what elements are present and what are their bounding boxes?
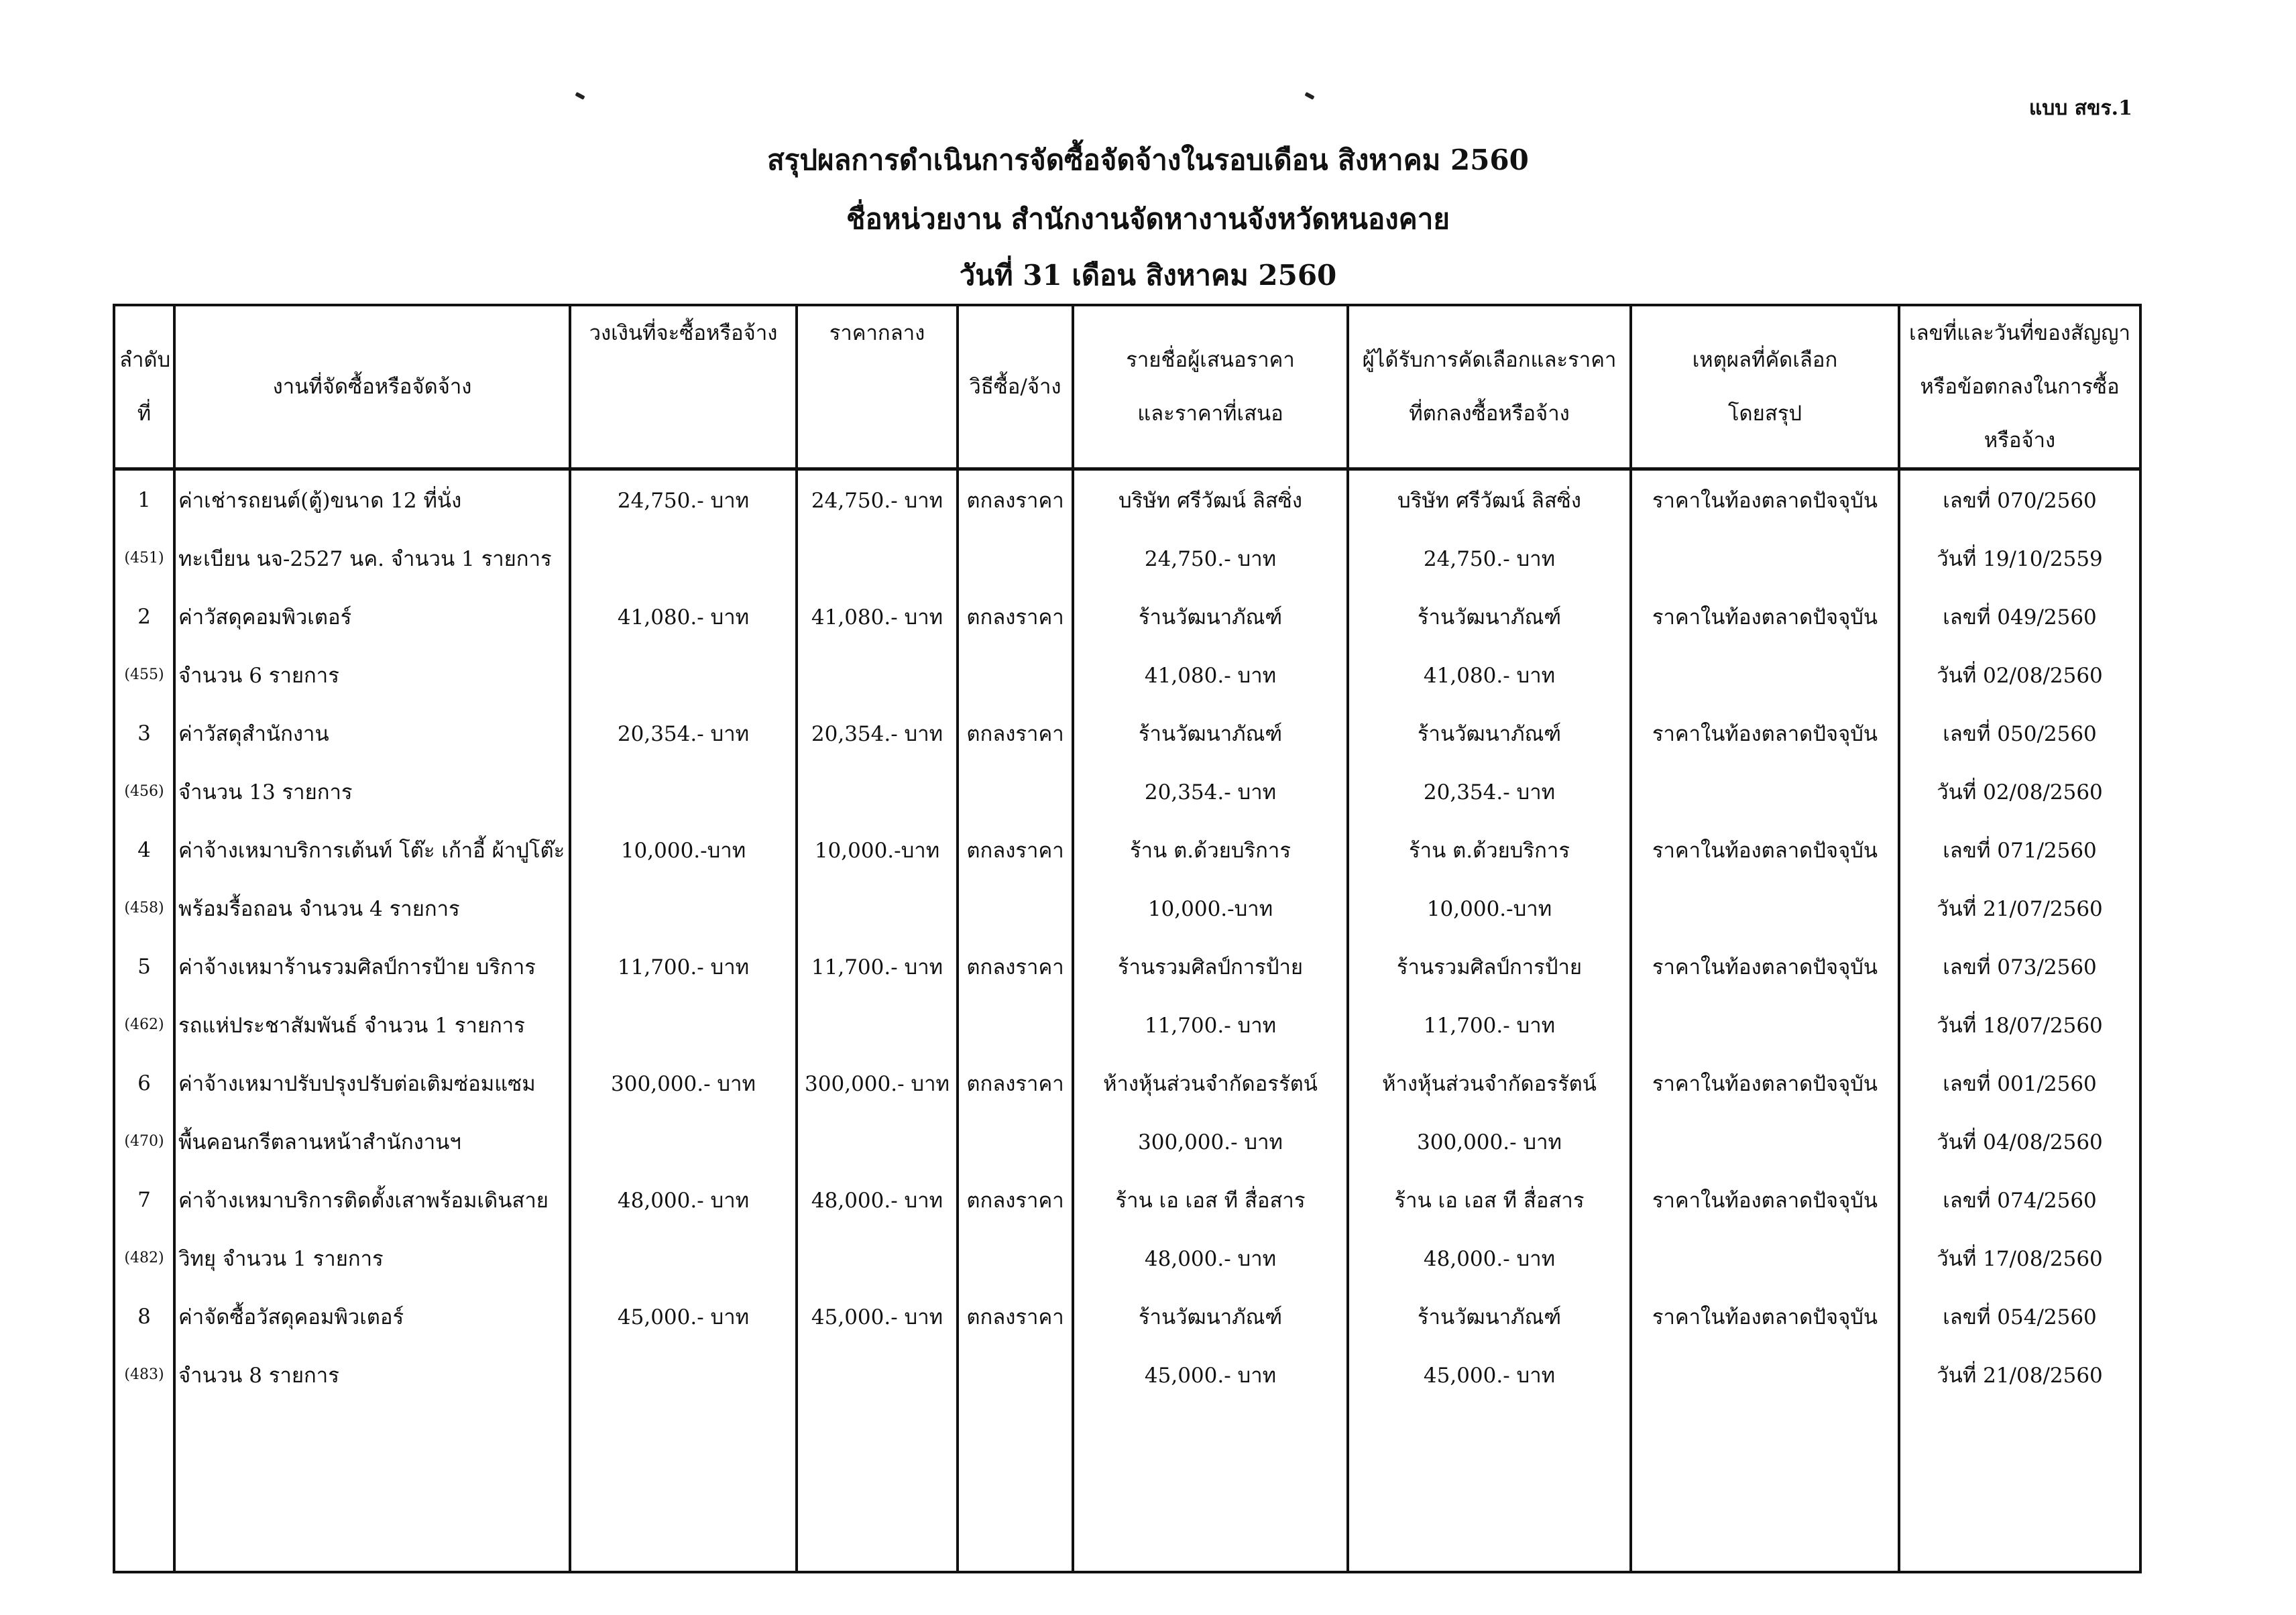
work-detail: จำนวน 13 รายการ <box>174 762 570 821</box>
item-code: (482) <box>114 1229 174 1287</box>
empty-cell <box>1348 1404 1631 1572</box>
header-reason: เหตุผลที่คัดเลือก โดยสรุป <box>1631 305 1899 469</box>
reason-cell-empty <box>1631 1112 1899 1171</box>
agency-name: ชื่อหน่วยงาน สำนักงานจัดหางานจังหวัดหนองคาย <box>846 202 1450 235</box>
reason-cell: ราคาในท้องตลาดปัจจุบัน <box>1631 587 1899 646</box>
contract-number: เลขที่ 050/2560 <box>1899 704 2140 762</box>
bidder-name: ร้านวัฒนาภัณฑ์ <box>1073 1287 1348 1345</box>
table-row <box>114 1054 2140 1112</box>
method-cell: ตกลงราคา <box>958 587 1073 646</box>
item-code: (456) <box>114 762 174 821</box>
median-cell-empty <box>797 646 958 704</box>
bid-price: 11,700.- บาท <box>1073 996 1348 1054</box>
method-cell-empty <box>958 879 1073 937</box>
item-code: (462) <box>114 996 174 1054</box>
table-filler-row <box>114 1404 2140 1572</box>
budget-cell-empty <box>570 996 797 1054</box>
row-number: 3 <box>114 704 174 762</box>
item-code: (451) <box>114 529 174 587</box>
table-header-row <box>114 305 2140 469</box>
row-number: 8 <box>114 1287 174 1345</box>
selected-name: ร้านวัฒนาภัณฑ์ <box>1348 587 1631 646</box>
header-bidders: รายชื่อผู้เสนอราคา และราคาที่เสนอ <box>1073 305 1348 469</box>
selected-name: ร้านวัฒนาภัณฑ์ <box>1348 704 1631 762</box>
budget-cell: 24,750.- บาท <box>570 469 797 530</box>
median-cell-empty <box>797 529 958 587</box>
budget-cell: 48,000.- บาท <box>570 1171 797 1229</box>
method-cell: ตกลงราคา <box>958 469 1073 530</box>
empty-cell <box>114 1404 174 1572</box>
contract-number: เลขที่ 001/2560 <box>1899 1054 2140 1112</box>
reason-cell-empty <box>1631 762 1899 821</box>
table-row-continuation <box>114 1112 2140 1171</box>
reason-cell-empty <box>1631 1345 1899 1404</box>
table-row <box>114 937 2140 996</box>
budget-cell: 41,080.- บาท <box>570 587 797 646</box>
contract-date: วันที่ 02/08/2560 <box>1899 762 2140 821</box>
table-row <box>114 1287 2140 1345</box>
bidder-name: ร้าน ต.ด้วยบริการ <box>1073 821 1348 879</box>
median-price-cell: 24,750.- บาท <box>797 469 958 530</box>
bidder-name: ร้านวัฒนาภัณฑ์ <box>1073 704 1348 762</box>
bid-price: 45,000.- บาท <box>1073 1345 1348 1404</box>
reason-cell: ราคาในท้องตลาดปัจจุบัน <box>1631 1171 1899 1229</box>
contract-number: เลขที่ 070/2560 <box>1899 469 2140 530</box>
bidder-name: ร้าน เอ เอส ที สื่อสาร <box>1073 1171 1348 1229</box>
selected-name: ร้าน เอ เอส ที สื่อสาร <box>1348 1171 1631 1229</box>
empty-cell <box>1899 1404 2140 1572</box>
work-detail: วิทยุ จำนวน 1 รายการ <box>174 1229 570 1287</box>
row-number: 7 <box>114 1171 174 1229</box>
method-cell-empty <box>958 1345 1073 1404</box>
reason-cell: ราคาในท้องตลาดปัจจุบัน <box>1631 469 1899 530</box>
budget-cell: 10,000.-บาท <box>570 821 797 879</box>
item-code: (483) <box>114 1345 174 1404</box>
row-number: 6 <box>114 1054 174 1112</box>
budget-cell-empty <box>570 646 797 704</box>
reason-cell-empty <box>1631 1229 1899 1287</box>
empty-cell <box>958 1404 1073 1572</box>
method-cell: ตกลงราคา <box>958 1287 1073 1345</box>
work-title: ค่าจ้างเหมาบริการเต้นท์ โต๊ะ เก้าอี้ ผ้าปูโต๊ะ <box>174 821 570 879</box>
contract-date: วันที่ 18/07/2560 <box>1899 996 2140 1054</box>
bid-price: 20,354.- บาท <box>1073 762 1348 821</box>
header-work: งานที่จัดซื้อหรือจัดจ้าง <box>174 305 570 469</box>
header-no: ลำดับ ที่ <box>114 305 174 469</box>
header-contract: เลขที่และวันที่ของสัญญา หรือข้อตกลงในการซื้อหรือจ้าง <box>1899 305 2140 469</box>
contract-number: เลขที่ 054/2560 <box>1899 1287 2140 1345</box>
selected-price: 41,080.- บาท <box>1348 646 1631 704</box>
row-number: 1 <box>114 469 174 530</box>
selected-price: 10,000.-บาท <box>1348 879 1631 937</box>
selected-name: บริษัท ศรีวัฒน์ ลิสซิ่ง <box>1348 469 1631 530</box>
budget-cell-empty <box>570 879 797 937</box>
table-row <box>114 1171 2140 1229</box>
work-detail: จำนวน 8 รายการ <box>174 1345 570 1404</box>
reason-cell: ราคาในท้องตลาดปัจจุบัน <box>1631 1287 1899 1345</box>
selected-price: 48,000.- บาท <box>1348 1229 1631 1287</box>
report-date: วันที่ 31 เดือน สิงหาคม 2560 <box>959 259 1337 292</box>
item-code: (458) <box>114 879 174 937</box>
method-cell: ตกลงราคา <box>958 821 1073 879</box>
bidder-name: ร้านวัฒนาภัณฑ์ <box>1073 587 1348 646</box>
budget-cell: 45,000.- บาท <box>570 1287 797 1345</box>
budget-cell-empty <box>570 1345 797 1404</box>
empty-cell <box>797 1404 958 1572</box>
item-code: (455) <box>114 646 174 704</box>
method-cell: ตกลงราคา <box>958 937 1073 996</box>
reason-cell-empty <box>1631 996 1899 1054</box>
budget-cell-empty <box>570 1229 797 1287</box>
work-detail: พื้นคอนกรีตลานหน้าสำนักงานฯ <box>174 1112 570 1171</box>
work-title: ค่าจ้างเหมาร้านรวมศิลป์การป้าย บริการ <box>174 937 570 996</box>
work-detail: ทะเบียน นจ-2527 นค. จำนวน 1 รายการ <box>174 529 570 587</box>
selected-name: ร้าน ต.ด้วยบริการ <box>1348 821 1631 879</box>
method-cell: ตกลงราคา <box>958 704 1073 762</box>
bid-price: 300,000.- บาท <box>1073 1112 1348 1171</box>
work-title: ค่าวัสดุคอมพิวเตอร์ <box>174 587 570 646</box>
selected-price: 300,000.- บาท <box>1348 1112 1631 1171</box>
work-title: ค่าเช่ารถยนต์(ตู้)ขนาด 12 ที่นั่ง <box>174 469 570 530</box>
contract-date: วันที่ 19/10/2559 <box>1899 529 2140 587</box>
contract-number: เลขที่ 073/2560 <box>1899 937 2140 996</box>
work-title: ค่าวัสดุสำนักงาน <box>174 704 570 762</box>
contract-date: วันที่ 21/07/2560 <box>1899 879 2140 937</box>
table-row-continuation <box>114 996 2140 1054</box>
bid-price: 24,750.- บาท <box>1073 529 1348 587</box>
work-title: ค่าจัดซื้อวัสดุคอมพิวเตอร์ <box>174 1287 570 1345</box>
method-cell-empty <box>958 529 1073 587</box>
work-title: ค่าจ้างเหมาปรับปรุงปรับต่อเติมซ่อมแซม <box>174 1054 570 1112</box>
work-detail: รถแห่ประชาสัมพันธ์ จำนวน 1 รายการ <box>174 996 570 1054</box>
contract-number: เลขที่ 074/2560 <box>1899 1171 2140 1229</box>
empty-cell <box>570 1404 797 1572</box>
reason-cell-empty <box>1631 529 1899 587</box>
procurement-table <box>113 304 2142 1573</box>
selected-price: 45,000.- บาท <box>1348 1345 1631 1404</box>
median-price-cell: 45,000.- บาท <box>797 1287 958 1345</box>
budget-cell: 300,000.- บาท <box>570 1054 797 1112</box>
contract-date: วันที่ 17/08/2560 <box>1899 1229 2140 1287</box>
reason-cell-empty <box>1631 646 1899 704</box>
work-title: ค่าจ้างเหมาบริการติดตั้งเสาพร้อมเดินสาย <box>174 1171 570 1229</box>
method-cell-empty <box>958 996 1073 1054</box>
method-cell-empty <box>958 1112 1073 1171</box>
selected-name: ร้านวัฒนาภัณฑ์ <box>1348 1287 1631 1345</box>
table-row-continuation <box>114 646 2140 704</box>
contract-number: เลขที่ 049/2560 <box>1899 587 2140 646</box>
item-code: (470) <box>114 1112 174 1171</box>
median-cell-empty <box>797 762 958 821</box>
bidder-name: บริษัท ศรีวัฒน์ ลิสซิ่ง <box>1073 469 1348 530</box>
selected-price: 20,354.- บาท <box>1348 762 1631 821</box>
scan-mark-left <box>575 92 585 100</box>
selected-price: 11,700.- บาท <box>1348 996 1631 1054</box>
selected-name: ร้านรวมศิลป์การป้าย <box>1348 937 1631 996</box>
median-price-cell: 41,080.- บาท <box>797 587 958 646</box>
budget-cell: 20,354.- บาท <box>570 704 797 762</box>
method-cell-empty <box>958 646 1073 704</box>
budget-cell: 11,700.- บาท <box>570 937 797 996</box>
reason-cell: ราคาในท้องตลาดปัจจุบัน <box>1631 1054 1899 1112</box>
table-row-continuation <box>114 1345 2140 1404</box>
header-median-price: ราคากลาง <box>797 305 958 469</box>
contract-date: วันที่ 21/08/2560 <box>1899 1345 2140 1404</box>
table-row-continuation <box>114 879 2140 937</box>
header-budget: วงเงินที่จะซื้อหรือจ้าง <box>570 305 797 469</box>
median-price-cell: 300,000.- บาท <box>797 1054 958 1112</box>
bid-price: 41,080.- บาท <box>1073 646 1348 704</box>
empty-cell <box>174 1404 570 1572</box>
report-title: สรุปผลการดำเนินการจัดซื้อจัดจ้างในรอบเดือน สิงหาคม 2560 <box>767 143 1529 176</box>
median-price-cell: 10,000.-บาท <box>797 821 958 879</box>
budget-cell-empty <box>570 529 797 587</box>
work-detail: พร้อมรื้อถอน จำนวน 4 รายการ <box>174 879 570 937</box>
budget-cell-empty <box>570 762 797 821</box>
budget-cell-empty <box>570 1112 797 1171</box>
median-cell-empty <box>797 1112 958 1171</box>
header-selected: ผู้ได้รับการคัดเลือกและราคา ที่ตกลงซื้อหรือจ้าง <box>1348 305 1631 469</box>
table-row <box>114 587 2140 646</box>
selected-name: ห้างหุ้นส่วนจำกัดอรรัตน์ <box>1348 1054 1631 1112</box>
reason-cell: ราคาในท้องตลาดปัจจุบัน <box>1631 704 1899 762</box>
selected-price: 24,750.- บาท <box>1348 529 1631 587</box>
row-number: 2 <box>114 587 174 646</box>
table-row <box>114 469 2140 530</box>
contract-number: เลขที่ 071/2560 <box>1899 821 2140 879</box>
table-row-continuation <box>114 529 2140 587</box>
reason-cell: ราคาในท้องตลาดปัจจุบัน <box>1631 937 1899 996</box>
work-detail: จำนวน 6 รายการ <box>174 646 570 704</box>
header-method: วิธีซื้อ/จ้าง <box>958 305 1073 469</box>
method-cell-empty <box>958 762 1073 821</box>
row-number: 4 <box>114 821 174 879</box>
scan-mark-right <box>1304 92 1314 100</box>
form-code: แบบ สขร.1 <box>2028 97 2132 120</box>
method-cell: ตกลงราคา <box>958 1171 1073 1229</box>
table-row-continuation <box>114 762 2140 821</box>
row-number: 5 <box>114 937 174 996</box>
median-price-cell: 11,700.- บาท <box>797 937 958 996</box>
bid-price: 10,000.-บาท <box>1073 879 1348 937</box>
bidder-name: ห้างหุ้นส่วนจำกัดอรรัตน์ <box>1073 1054 1348 1112</box>
median-price-cell: 48,000.- บาท <box>797 1171 958 1229</box>
empty-cell <box>1073 1404 1348 1572</box>
median-price-cell: 20,354.- บาท <box>797 704 958 762</box>
median-cell-empty <box>797 1345 958 1404</box>
table-row-continuation <box>114 1229 2140 1287</box>
bidder-name: ร้านรวมศิลป์การป้าย <box>1073 937 1348 996</box>
bid-price: 48,000.- บาท <box>1073 1229 1348 1287</box>
method-cell-empty <box>958 1229 1073 1287</box>
reason-cell: ราคาในท้องตลาดปัจจุบัน <box>1631 821 1899 879</box>
method-cell: ตกลงราคา <box>958 1054 1073 1112</box>
empty-cell <box>1631 1404 1899 1572</box>
table-row <box>114 704 2140 762</box>
median-cell-empty <box>797 879 958 937</box>
median-cell-empty <box>797 996 958 1054</box>
reason-cell-empty <box>1631 879 1899 937</box>
median-cell-empty <box>797 1229 958 1287</box>
table-row <box>114 821 2140 879</box>
contract-date: วันที่ 04/08/2560 <box>1899 1112 2140 1171</box>
contract-date: วันที่ 02/08/2560 <box>1899 646 2140 704</box>
